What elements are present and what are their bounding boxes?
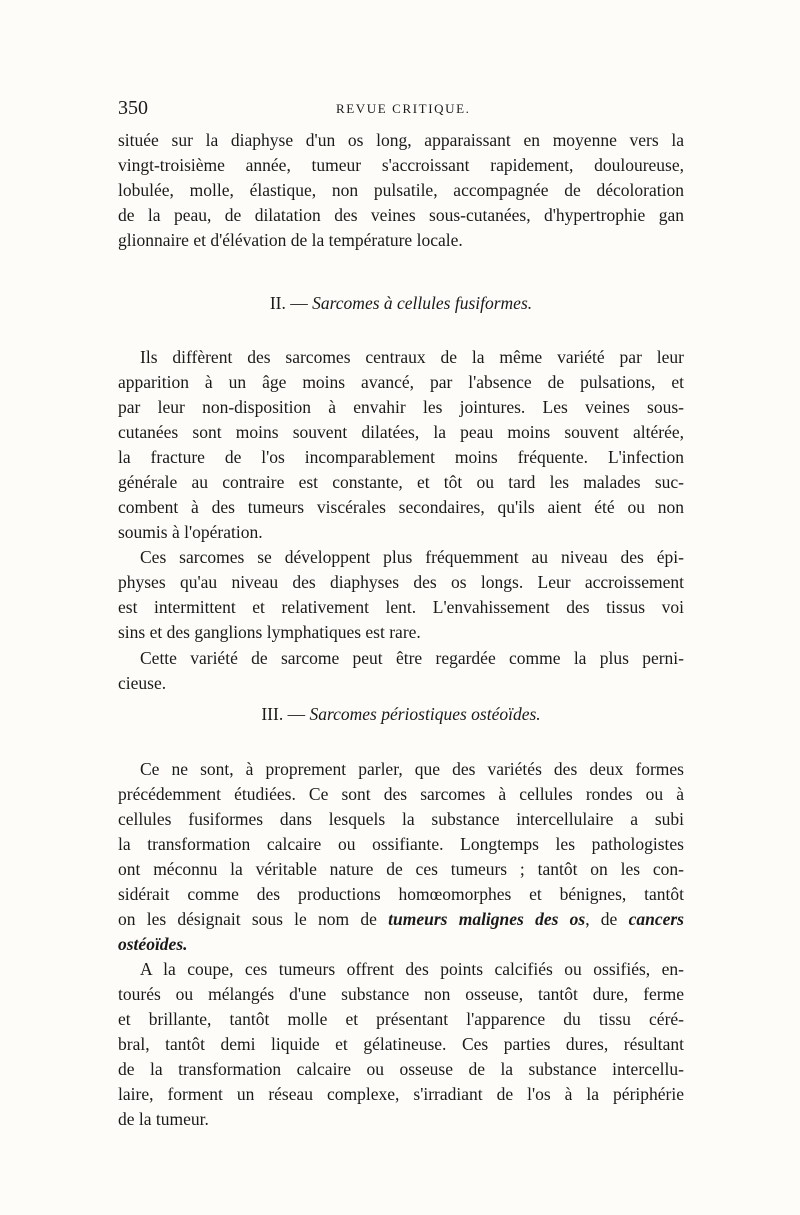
text-line: vingt-troisième année, tumeur s'accroissant rapidement, douloureuse, [118, 155, 684, 175]
text-line: précédemment étudiées. Ce sont des sarcomes à cellules rondes ou à [118, 784, 684, 804]
text-line: combent à des tumeurs viscérales secondaires, qu'ils aient été ou non [118, 497, 684, 517]
text-span: on les désignait sous le nom de [118, 909, 389, 929]
page-number: 350 [118, 97, 148, 119]
text-line: laire, forment un réseau complexe, s'irradiant de l'os à la périphérie [118, 1084, 684, 1104]
text-line: cutanées sont moins souvent dilatées, la peau moins souvent altérée, [118, 422, 684, 442]
text-line: par leur non-disposition à envahir les jointures. Les veines sous- [118, 397, 684, 417]
text-line: glionnaire et d'élévation de la température locale. [118, 230, 463, 250]
text-line: située sur la diaphyse d'un os long, apparaissant en moyenne vers la [118, 130, 684, 150]
text-line: cellules fusiformes dans lesquels la substance intercellulaire a subi [118, 809, 684, 829]
text-line: sidérait comme des productions homœomorphes et bénignes, tantôt [118, 884, 684, 904]
heading-title: Sarcomes périostiques ostéoïdes. [309, 704, 541, 724]
text-line: Ce ne sont, à proprement parler, que des variétés des deux formes [140, 759, 684, 779]
text-line: Cette variété de sarcome peut être regardée comme la plus perni- [140, 648, 684, 668]
section-heading [118, 292, 684, 314]
running-head: REVUE CRITIQUE. [336, 101, 471, 116]
text-line: bral, tantôt demi liquide et gélatineuse. Ces parties dures, résultant [118, 1034, 684, 1054]
text-line: soumis à l'opération. [118, 522, 263, 542]
text-line: la fracture de l'os incomparablement moins fréquente. L'infection [118, 447, 684, 467]
text-line: la transformation calcaire ou ossifiante. Longtemps les pathologistes [118, 834, 684, 854]
italic-term: cancers [628, 909, 684, 929]
text-line: ont méconnu la véritable nature de ces tumeurs ; tantôt on les con- [118, 859, 684, 879]
heading-numeral: III. — [261, 704, 306, 724]
text-line: physes qu'au niveau des diaphyses des os longs. Leur accroissement [118, 572, 684, 592]
text-line: apparition à un âge moins avancé, par l'absence de pulsations, et [118, 372, 684, 392]
heading-title: Sarcomes à cellules fusiformes. [312, 293, 533, 313]
page-header [118, 97, 684, 123]
text-line: générale au contraire est constante, et tôt ou tard les malades suc- [118, 472, 684, 492]
text-line: est intermittent et relativement lent. L'envahissement des tissus voi [118, 597, 684, 617]
text-line: A la coupe, ces tumeurs offrent des points calcifiés ou ossifiés, en- [140, 959, 684, 979]
text-line: ostéoïdes. [118, 934, 188, 954]
text-line: Ces sarcomes se développent plus fréquemment au niveau des épi- [140, 547, 684, 567]
text-line: et brillante, tantôt molle et présentant l'apparence du tissu céré- [118, 1009, 684, 1029]
text-line: tourés ou mélangés d'une substance non osseuse, tantôt dure, ferme [118, 984, 684, 1004]
text-line: cieuse. [118, 673, 167, 693]
text-line: de la tumeur. [118, 1109, 209, 1129]
text-line: lobulée, molle, élastique, non pulsatile, accompagnée de décoloration [118, 180, 684, 200]
italic-term: tumeurs malignes des os [388, 909, 586, 929]
text-span: , de [585, 909, 629, 929]
text-line [118, 908, 684, 930]
text-line: sins et des ganglions lymphatiques est rare. [118, 622, 421, 642]
text-line: de la peau, de dilatation des veines sous-cutanées, d'hypertrophie gan [118, 205, 684, 225]
heading-numeral: II. — [269, 293, 308, 313]
text-line: Ils diffèrent des sarcomes centraux de la même variété par leur [140, 347, 684, 367]
section-heading [118, 703, 684, 725]
text-line: de la transformation calcaire ou osseuse de la substance intercellu- [118, 1059, 684, 1079]
